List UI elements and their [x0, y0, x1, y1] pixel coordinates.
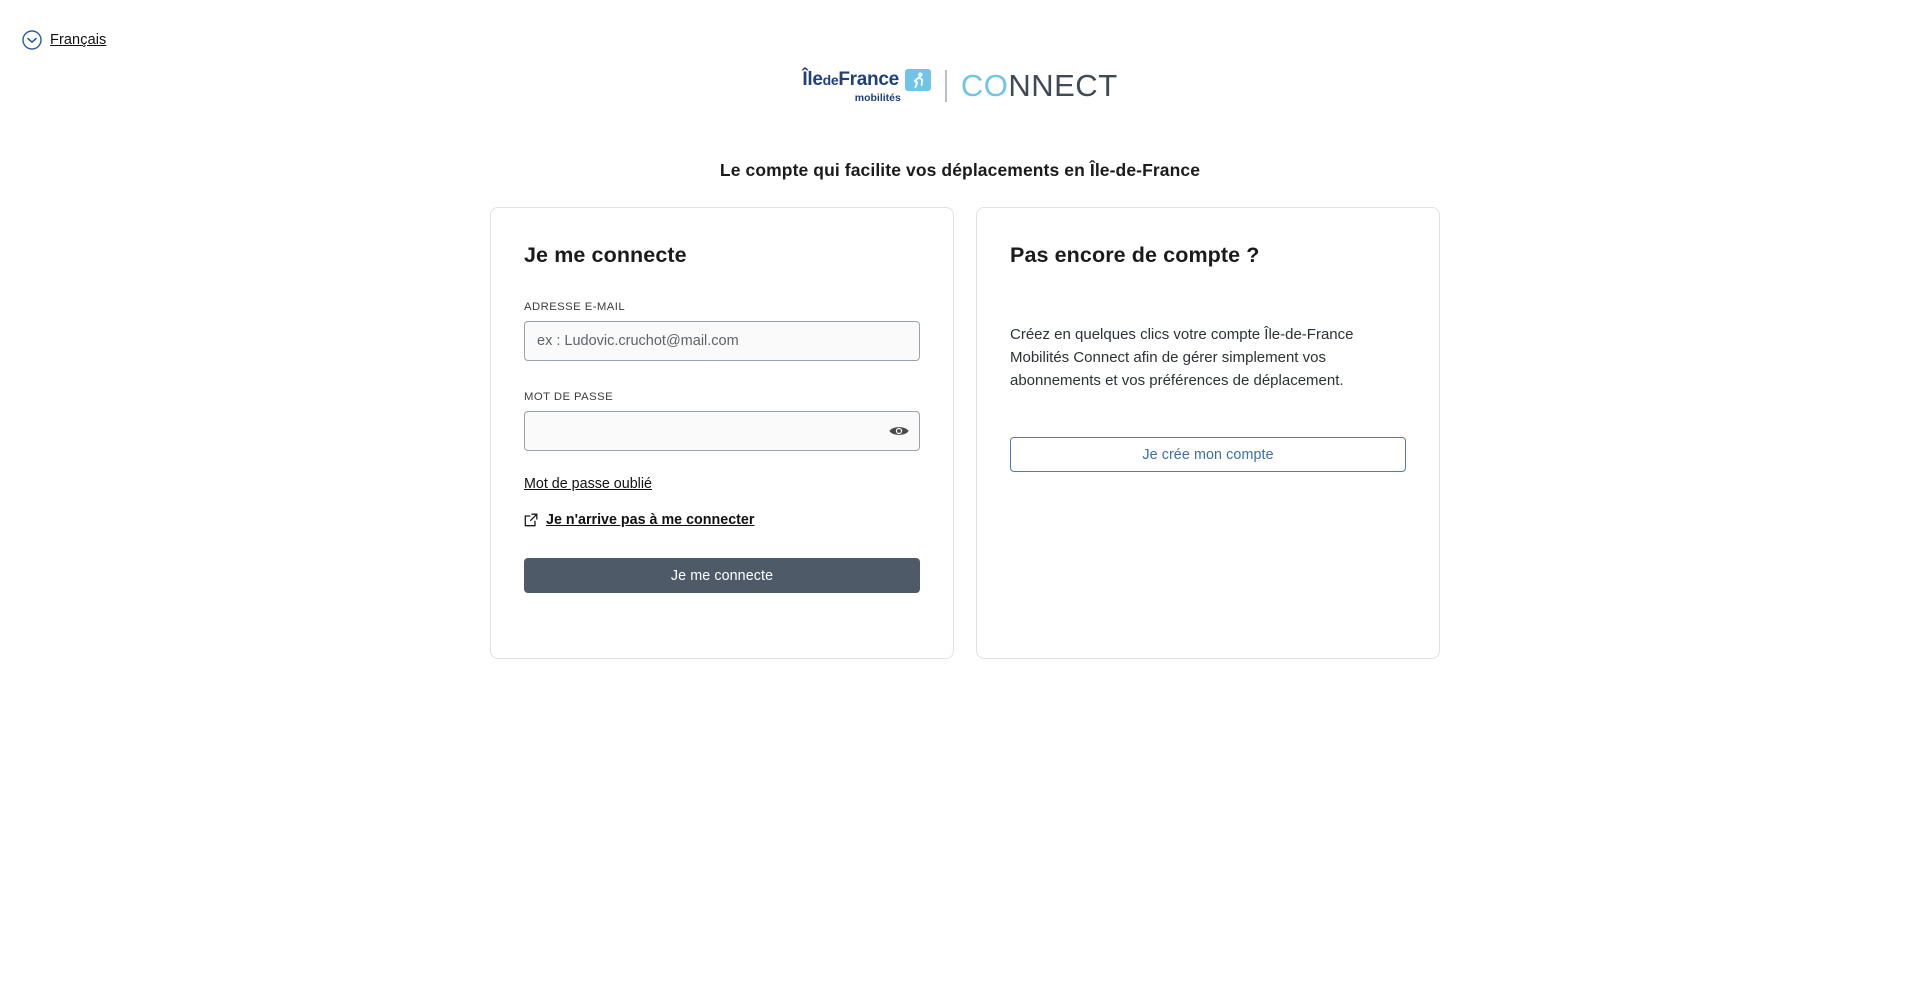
language-label: Français: [50, 32, 107, 48]
login-submit-button[interactable]: Je me connecte: [524, 558, 920, 593]
email-field-group: [524, 301, 920, 361]
login-card-title: Je me connecte: [524, 243, 687, 267]
brand-logo: [0, 68, 1920, 104]
connect-suffix: NNECT: [1008, 68, 1118, 103]
eye-icon[interactable]: [888, 422, 910, 440]
idfm-logo: [802, 69, 931, 104]
idfm-runner-icon: [905, 69, 931, 91]
password-field-group: [524, 391, 920, 451]
connect-prefix: CO: [960, 68, 1009, 103]
signup-card-title: Pas encore de compte ?: [1010, 243, 1260, 267]
page-tagline: Le compte qui facilite vos déplacements en Île-de-France: [719, 160, 1201, 180]
login-help-link-row[interactable]: [524, 512, 920, 528]
password-input-shell: [524, 411, 920, 451]
create-account-button[interactable]: Je crée mon compte: [1010, 437, 1406, 472]
password-label: MOT DE PASSE: [524, 391, 614, 403]
login-help-link: Je n'arrive pas à me connecter: [546, 512, 755, 528]
login-card: [490, 207, 954, 659]
email-label: ADRESSE E-MAIL: [524, 301, 626, 313]
idfm-subtitle: mobilités: [854, 91, 901, 104]
idfm-wordmark: [802, 70, 899, 89]
signup-description: Créez en quelques clics votre compte Île-de-France Mobilités Connect afin de gérer simplement vos abonnements et vos préférences de déplacement.: [1010, 326, 1354, 389]
idfm-france: France: [838, 69, 899, 91]
forgot-password-link[interactable]: Mot de passe oublié: [524, 476, 652, 492]
email-input[interactable]: [524, 321, 920, 361]
cards-container: [490, 207, 1440, 659]
chevron-down-circle-icon: [22, 30, 42, 50]
email-input-shell: [524, 321, 920, 361]
logo-divider: [945, 70, 947, 102]
idfm-de: de: [822, 72, 839, 89]
password-input[interactable]: [524, 411, 920, 451]
connect-wordmark: [961, 68, 1118, 104]
signup-card: [976, 207, 1440, 659]
language-switcher[interactable]: [22, 30, 106, 50]
external-link-icon: [524, 513, 538, 527]
idfm-ile: Île: [802, 69, 823, 91]
